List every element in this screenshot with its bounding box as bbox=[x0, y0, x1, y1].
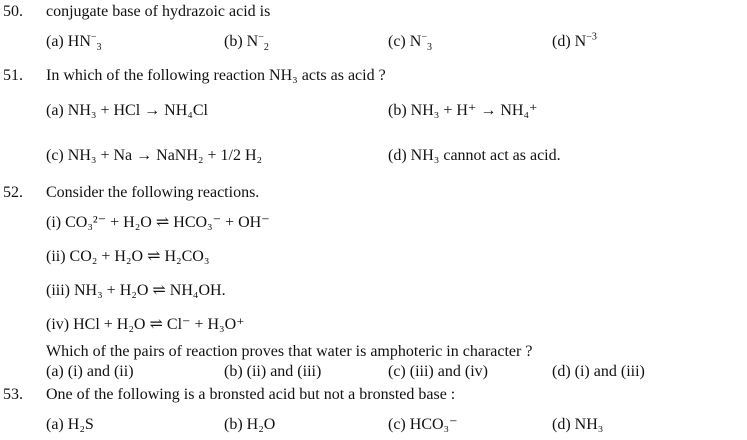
option-b: (b) NH₃ + H⁺ → NH₄⁺ bbox=[388, 102, 538, 119]
option-label: (a) bbox=[46, 363, 64, 380]
option-label: (b) bbox=[388, 102, 407, 119]
option-label: (b) bbox=[224, 363, 243, 380]
option-a: (a) H₂S bbox=[46, 416, 94, 433]
question-number: 53. bbox=[3, 386, 23, 403]
question-number: 51. bbox=[3, 67, 23, 84]
option-b: (b) (ii) and (iii) bbox=[224, 363, 322, 380]
option-d: (d) NH₃ bbox=[552, 416, 604, 433]
question-number: 50. bbox=[3, 3, 23, 20]
option-b: (b) H₂O bbox=[224, 416, 276, 433]
reaction-iii: (iii) NH₃ + H₂O ⇌ NH₄OH. bbox=[46, 282, 226, 299]
option-label: (a) bbox=[46, 416, 64, 433]
option-label: (c) bbox=[388, 363, 406, 380]
reaction-ii: (ii) CO₂ + H₂O ⇌ H₂CO₃ bbox=[46, 248, 210, 265]
option-label: (c) bbox=[388, 33, 406, 50]
option-c: (c) HCO₃⁻ bbox=[388, 416, 458, 433]
option-label: (d) bbox=[552, 363, 571, 380]
option-a: (a) (i) and (ii) bbox=[46, 363, 134, 380]
option-c: (c) (iii) and (iv) bbox=[388, 363, 488, 380]
option-c: (c) NH₃ + Na → NaNH₂ + 1/2 H₂ bbox=[46, 147, 263, 164]
option-label: (d) bbox=[552, 33, 571, 50]
option-label: (a) bbox=[46, 33, 64, 50]
option-label: (c) bbox=[46, 147, 64, 164]
option-label: (d) bbox=[552, 416, 571, 433]
option-c: (c) $N^-_3$ bbox=[388, 31, 432, 54]
question-stem: Consider the following reactions. bbox=[46, 184, 260, 201]
question-stem: One of the following is a bronsted acid but not a bronsted base : bbox=[46, 386, 456, 403]
option-d: (d) $N^{-3}$ bbox=[552, 31, 597, 50]
question-number: 52. bbox=[3, 184, 23, 201]
reaction-i: (i) CO₃²⁻ + H₂O ⇌ HCO₃⁻ + OH⁻ bbox=[46, 214, 270, 231]
question-followup: Which of the pairs of reaction proves that water is amphoteric in character ? bbox=[46, 343, 533, 360]
question-stem: In which of the following reaction NH₃ acts as acid ? bbox=[46, 67, 386, 84]
option-label: (c) bbox=[388, 416, 406, 433]
option-label: (a) bbox=[46, 102, 64, 119]
option-d: (d) NH₃ cannot act as acid. bbox=[388, 147, 561, 164]
option-label: (d) bbox=[388, 147, 407, 164]
option-b: (b) $N^-_2$ bbox=[224, 31, 269, 54]
option-label: (b) bbox=[224, 416, 243, 433]
option-a: (a) $HN^-_3$ bbox=[46, 31, 102, 54]
question-stem: conjugate base of hydrazoic acid is bbox=[46, 3, 271, 20]
reaction-iv: (iv) HCl + H₂O ⇌ Cl⁻ + H₃O⁺ bbox=[46, 316, 245, 333]
option-label: (b) bbox=[224, 33, 243, 50]
option-a: (a) NH₃ + HCl → NH₄Cl bbox=[46, 102, 208, 119]
option-d: (d) (i) and (iii) bbox=[552, 363, 645, 380]
